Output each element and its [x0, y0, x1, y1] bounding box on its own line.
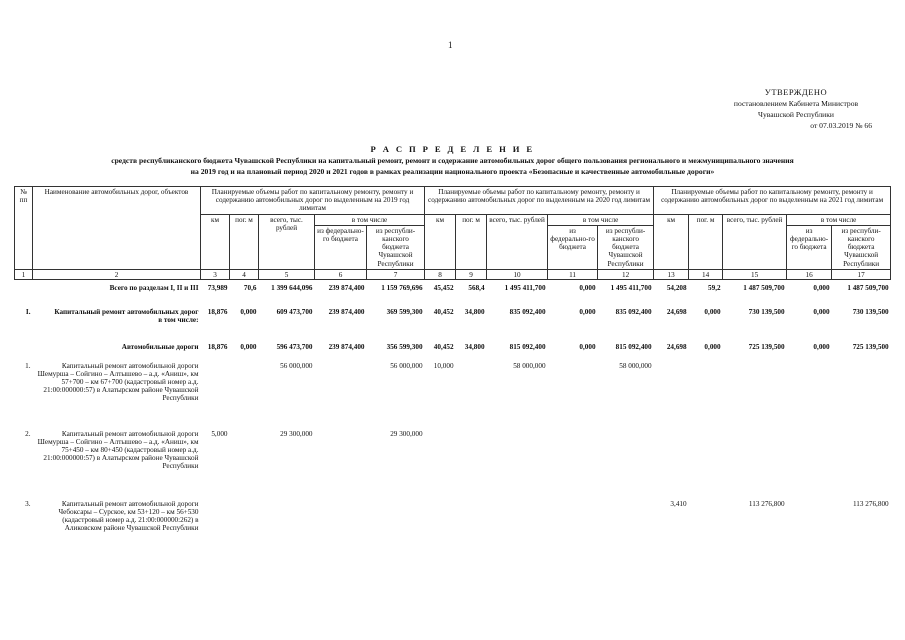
table-row	[15, 429, 891, 499]
row-num	[15, 280, 33, 304]
row-name: Капитальный ремонт автомобильной дороги Шемурша – Сойгино – Алтышево – а.д. «Аниш», км 57+700 – км 67+700 (кадастровый номер а.д. 21:00:000000:57) в Алатырском районе Чувашской Республики	[37, 361, 199, 403]
header-group-2021: Планируемые объемы работ по капитальному ремонту, ремонту и содержанию автомобильных дорог по выделенным на 2021 год лимитам	[654, 187, 891, 215]
col-number: 5	[259, 269, 315, 279]
cell-total-2019	[259, 499, 315, 565]
cell-total-2020: 835 092,400	[509, 307, 546, 316]
cell-km-2019	[201, 361, 230, 429]
cell-km-2021	[654, 361, 689, 429]
cell-total-2019: 29 300,000	[280, 429, 313, 438]
col-number: 13	[654, 269, 689, 279]
cell-km-2020	[425, 499, 456, 565]
cell-km-2021	[654, 429, 689, 499]
header-km: км	[201, 214, 230, 269]
cell-pogm-2020	[456, 361, 487, 429]
header-total: всего, тыс. рублей	[259, 214, 315, 269]
table-row-subsection	[15, 342, 891, 361]
cell-pogm-2020	[456, 499, 487, 565]
row-num: 3.	[25, 499, 31, 508]
cell-pogm-2020	[456, 429, 487, 499]
cell-km-2021: 54,208	[666, 284, 687, 293]
header-km: км	[425, 214, 456, 269]
header-total: всего, тыс. рублей	[487, 214, 548, 269]
cell-federal-2020	[548, 429, 598, 499]
cell-km-2020: 40,452	[433, 342, 454, 351]
cell-total-2020: 58 000,000	[513, 361, 546, 370]
col-number: 15	[723, 269, 787, 279]
cell-total-2019: 609 473,700	[276, 307, 313, 316]
cell-republic-2019: 369 599,300	[386, 307, 423, 316]
cell-km-2019: 5,000	[211, 429, 228, 438]
cell-pogm-2020: 568,4	[468, 284, 485, 293]
cell-federal-2019: 239 874,400	[328, 307, 365, 316]
distribution-table	[14, 186, 891, 565]
cell-federal-2020: 0,000	[579, 284, 596, 293]
cell-republic-2019: 29 300,000	[390, 429, 423, 438]
header-group-2019: Планируемые объемы работ по капитальному ремонту, ремонту и содержанию автомобильных дорог по выделенным на 2019 год лимитам	[201, 187, 425, 215]
header-incl: в том числе	[548, 214, 654, 225]
cell-total-2019: 596 473,700	[276, 342, 313, 351]
cell-republic-2020: 815 092,400	[615, 342, 652, 351]
col-number: 4	[230, 269, 259, 279]
header-federal: из федерально-го бюджета	[548, 225, 598, 269]
table-row-section	[15, 304, 891, 342]
cell-km-2019: 18,876	[207, 307, 228, 316]
cell-federal-2019	[315, 499, 367, 565]
row-num: 2.	[25, 429, 31, 438]
row-num: I.	[25, 307, 31, 316]
cell-km-2021: 24,698	[666, 307, 687, 316]
cell-total-2020: 1 495 411,700	[504, 284, 546, 293]
header-republic: из республи-канского бюджета Чувашской Республики	[832, 225, 891, 269]
cell-km-2020: 45,452	[433, 284, 454, 293]
header-pogm: пог. м	[230, 214, 259, 269]
row-name: Капитальный ремонт автомобильной дороги Шемурша – Сойгино – Алтышево – а.д. «Аниш», км 75+450 – км 80+450 (кадастровый номер а.д. 21:00:000000:57) в Алатырском районе Чувашской Республики	[37, 429, 199, 471]
cell-federal-2021: 0,000	[813, 307, 830, 316]
cell-total-2021: 113 276,800	[748, 499, 785, 508]
col-number: 3	[201, 269, 230, 279]
header-incl: в том числе	[315, 214, 425, 225]
cell-total-2021	[723, 361, 787, 429]
cell-republic-2019: 56 000,000	[390, 361, 423, 370]
cell-federal-2020: 0,000	[579, 342, 596, 351]
table-row	[15, 499, 891, 565]
cell-republic-2020: 1 495 411,700	[610, 284, 652, 293]
cell-federal-2019	[315, 429, 367, 499]
cell-pogm-2021	[689, 429, 723, 499]
col-number: 17	[832, 269, 891, 279]
cell-km-2019	[201, 499, 230, 565]
cell-federal-2020: 0,000	[579, 307, 596, 316]
cell-total-2021: 730 139,500	[748, 307, 785, 316]
cell-republic-2020: 835 092,400	[615, 307, 652, 316]
cell-republic-2020	[598, 499, 654, 565]
header-federal: из федерально-го бюджета	[315, 225, 367, 269]
approval-line-3: от 07.03.2019 № 66	[810, 121, 872, 130]
cell-pogm-2019: 70,6	[243, 284, 257, 293]
header-incl: в том числе	[787, 214, 891, 225]
document-subtitle-line-1: средств республиканского бюджета Чувашской Республики на капитальный ремонт, ремонт и содержание автомобильных дорог общего пользования регионального и межмуниципального значения	[111, 156, 794, 165]
cell-pogm-2021	[689, 361, 723, 429]
approval-line-2: Чувашской Республики	[758, 110, 834, 119]
header-pogm: пог. м	[689, 214, 723, 269]
header-republic: из республи-канского бюджета Чувашской Республики	[367, 225, 425, 269]
column-number-row	[15, 269, 891, 279]
cell-pogm-2021: 59,2	[708, 284, 721, 293]
col-number: 1	[15, 269, 33, 279]
cell-pogm-2020: 34,800	[464, 307, 485, 316]
cell-total-2020: 815 092,400	[509, 342, 546, 351]
row-name: Капитальный ремонт автомобильной дороги Чебоксары – Сурское, км 53+120 – км 56+530 (кадастровый номер а.д. 21:00:000000:262) в Аликовском районе Чувашской Республики	[58, 499, 199, 533]
cell-pogm-2019: 0,000	[240, 342, 257, 351]
cell-republic-2019: 1 159 769,696	[381, 284, 423, 293]
cell-pogm-2021	[689, 499, 723, 565]
cell-total-2020	[487, 429, 548, 499]
page-number: 1	[448, 40, 453, 50]
cell-pogm-2019	[230, 361, 259, 429]
cell-federal-2021: 0,000	[813, 342, 830, 351]
document-subtitle-line-2: на 2019 год и на плановый период 2020 и 2021 годов в рамках реализации национального проекта «Безопасные и качественные автомобильные дороги»	[190, 167, 715, 176]
cell-federal-2021: 0,000	[813, 284, 830, 293]
approval-title: УТВЕРЖДЕНО	[764, 87, 828, 97]
row-name-text: Капитальный ремонт автомобильных дорог	[54, 307, 199, 316]
header-km: км	[654, 214, 689, 269]
cell-total-2021: 725 139,500	[748, 342, 785, 351]
cell-republic-2020	[598, 429, 654, 499]
cell-total-2021: 1 487 509,700	[743, 284, 785, 293]
document-subtitle	[40, 155, 865, 177]
cell-km-2019: 18,876	[207, 342, 228, 351]
document-title: Р А С П Р Е Д Е Л Е Н И Е	[370, 144, 535, 154]
cell-pogm-2019	[230, 429, 259, 499]
cell-federal-2021	[787, 429, 832, 499]
col-number: 16	[787, 269, 832, 279]
cell-km-2020: 10,000	[433, 361, 454, 370]
cell-federal-2021	[787, 361, 832, 429]
cell-km-2020	[425, 429, 456, 499]
cell-total-2019: 56 000,000	[280, 361, 313, 370]
col-number: 10	[487, 269, 548, 279]
row-name: Всего по разделам I, II и III	[109, 284, 199, 293]
cell-pogm-2020: 34,800	[464, 342, 485, 351]
cell-km-2021: 3,410	[670, 499, 687, 508]
cell-federal-2020	[548, 499, 598, 565]
cell-pogm-2019: 0,000	[240, 307, 257, 316]
cell-republic-2021: 1 487 509,700	[847, 284, 889, 293]
row-name	[33, 304, 201, 342]
table-row	[15, 361, 891, 429]
cell-republic-2021: 730 139,500	[852, 307, 889, 316]
cell-km-2021: 24,698	[666, 342, 687, 351]
approval-line-1: постановлением Кабинета Министров	[733, 99, 859, 108]
col-number: 12	[598, 269, 654, 279]
col-number: 9	[456, 269, 487, 279]
cell-federal-2019	[315, 361, 367, 429]
cell-republic-2021	[832, 429, 891, 499]
row-name: Автомобильные дороги	[121, 342, 199, 351]
col-number: 7	[367, 269, 425, 279]
cell-km-2019: 73,989	[207, 284, 228, 293]
row-num	[15, 342, 33, 361]
cell-republic-2019	[367, 499, 425, 565]
header-total: всего, тыс. рублей	[723, 214, 787, 269]
header-num: № пп	[15, 187, 33, 270]
cell-republic-2021: 113 276,800	[852, 499, 889, 508]
header-group-2020: Планируемые объемы работ по капитальному ремонту, ремонту и содержанию автомобильных дорог по выделенным на 2020 год лимитам	[425, 187, 654, 215]
cell-federal-2020	[548, 361, 598, 429]
cell-total-2019: 1 399 644,096	[271, 284, 313, 293]
col-number: 14	[689, 269, 723, 279]
cell-republic-2021	[832, 361, 891, 429]
col-number: 6	[315, 269, 367, 279]
cell-republic-2020: 58 000,000	[619, 361, 652, 370]
cell-pogm-2019	[230, 499, 259, 565]
row-num: 1.	[25, 361, 31, 370]
col-number: 2	[33, 269, 201, 279]
cell-total-2020	[487, 499, 548, 565]
row-name-subtext: в том числе:	[158, 315, 199, 324]
header-name: Наименование автомобильных дорог, объектов	[33, 187, 201, 270]
table-row-total	[15, 280, 891, 304]
col-number: 11	[548, 269, 598, 279]
header-pogm: пог. м	[456, 214, 487, 269]
cell-republic-2019: 356 599,300	[386, 342, 423, 351]
cell-federal-2021	[787, 499, 832, 565]
header-republic: из республи-канского бюджета Чувашской Республики	[598, 225, 654, 269]
header-federal: из федерально-го бюджета	[787, 225, 832, 269]
cell-federal-2019: 239 874,400	[328, 342, 365, 351]
cell-km-2020: 40,452	[433, 307, 454, 316]
cell-total-2021	[723, 429, 787, 499]
cell-pogm-2021: 0,000	[704, 307, 721, 316]
cell-federal-2019: 239 874,400	[328, 284, 365, 293]
cell-pogm-2021: 0,000	[704, 342, 721, 351]
cell-republic-2021: 725 139,500	[852, 342, 889, 351]
col-number: 8	[425, 269, 456, 279]
approval-block	[700, 87, 892, 131]
